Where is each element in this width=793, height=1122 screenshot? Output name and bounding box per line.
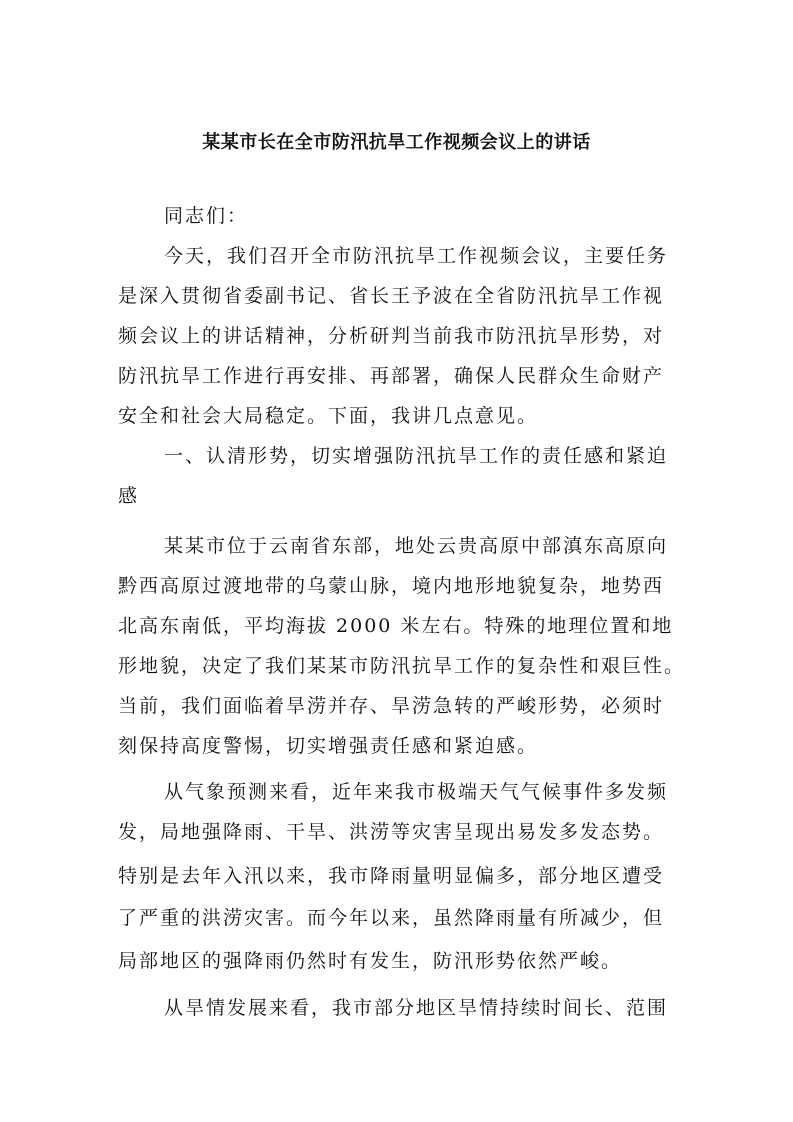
section-heading-1-line-1: 一、认清形势，切实增强防汛抗旱工作的责任感和紧迫 (164, 445, 669, 467)
document-title: 某某市长在全市防汛抗旱工作视频会议上的讲话 (202, 132, 591, 153)
paragraph-2-line-5: 当前，我们面临着旱涝并存、旱涝急转的严峻形势，必须时 (118, 695, 665, 717)
paragraph-1-line-2: 是深入贯彻省委副书记、省长王予波在全省防汛抗旱工作视 (118, 285, 665, 307)
section-heading-1-line-2: 感 (118, 485, 140, 507)
paragraph-2-line-3: 北高东南低，平均海拔 2000 米左右。特殊的地理位置和地 (118, 615, 674, 637)
paragraph-3-line-2: 发，局地强降雨、干旱、洪涝等灾害呈现出易发多发态势。 (118, 821, 665, 843)
paragraph-2-line-4: 形地貌，决定了我们某某市防汛抗旱工作的复杂性和艰巨性。 (118, 655, 686, 677)
paragraph-3-line-5: 局部地区的强降雨仍然时有发生，防汛形势依然严峻。 (118, 950, 623, 972)
paragraph-4-line-1: 从旱情发展来看，我市部分地区旱情持续时间长、范围 (164, 997, 669, 1019)
paragraph-3-line-4: 了严重的洪涝灾害。而今年以来，虽然降雨量有所减少，但 (118, 907, 665, 929)
paragraph-2-line-6: 刻保持高度警惕，切实增强责任感和紧迫感。 (118, 735, 539, 757)
paragraph-2-line-2: 黔西高原过渡地带的乌蒙山脉，境内地形地貌复杂，地势西 (118, 575, 665, 597)
paragraph-2-line-1: 某某市位于云南省东部，地处云贵高原中部滇东高原向 (164, 535, 669, 557)
paragraph-1-line-3: 频会议上的讲话精神，分析研判当前我市防汛抗旱形势，对 (118, 325, 665, 347)
paragraph-3-line-1: 从气象预测来看，近年来我市极端天气气候事件多发频 (164, 781, 669, 803)
paragraph-3-line-3: 特别是去年入汛以来，我市降雨量明显偏多，部分地区遭受 (118, 865, 665, 887)
paragraph-1-line-5: 安全和社会大局稳定。下面，我讲几点意见。 (118, 405, 539, 427)
salutation: 同志们： (164, 205, 249, 227)
paragraph-1-line-1: 今天，我们召开全市防汛抗旱工作视频会议，主要任务 (164, 245, 669, 267)
paragraph-1-line-4: 防汛抗旱工作进行再安排、再部署，确保人民群众生命财产 (118, 365, 665, 387)
